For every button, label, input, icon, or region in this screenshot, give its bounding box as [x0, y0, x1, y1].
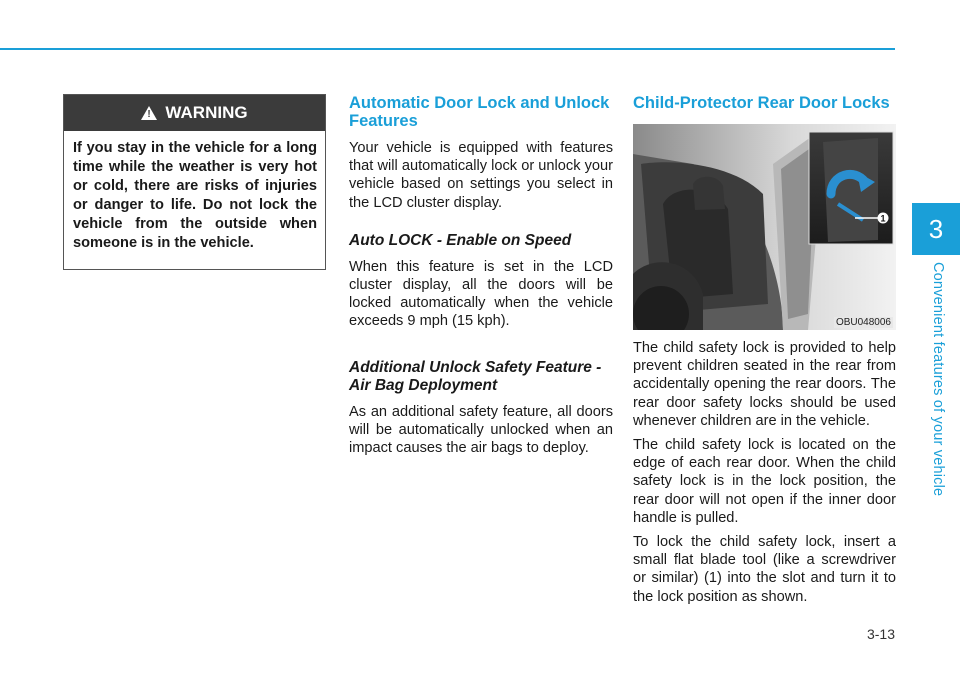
child-lock-para-1: The child safety lock is provided to help prevent children seated in the rear from accidentally opening the rear doors. The rear door safety locks should be used whenever children are in the vehicle. [633, 340, 896, 429]
warning-heading: WARNING [165, 103, 248, 122]
child-lock-title: Child-Protector Rear Door Locks [633, 94, 890, 112]
auto-lock-intro: Your vehicle is equipped with features that will automatically lock or unlock your vehicle based on settings you select in the LCD cluster display. [349, 140, 613, 211]
header-rule [0, 48, 895, 50]
child-lock-para-3: To lock the child safety lock, insert a small flat blade tool (like a screwdriver or similar) (1) into the slot and turn it to the lock position as shown. [633, 534, 896, 605]
image-code: OBU048006 [835, 317, 891, 328]
auto-lock-section [349, 94, 613, 457]
page-number: 3-13 [866, 626, 895, 642]
warning-triangle-icon: ! [141, 106, 157, 120]
chapter-title: Convenient features of your vehicle [930, 262, 946, 497]
airbag-unlock-text: As an additional safety feature, all doors will be automatically unlocked when an impact causes the air bags to deploy. [349, 403, 613, 457]
child-lock-section [633, 94, 896, 606]
chapter-number: 3 [928, 213, 944, 244]
speed-lock-text: When this feature is set in the LCD cluster display, all the doors will be locked automatically when the vehicle exceeds 9 mph (15 kph). [349, 258, 613, 330]
speed-lock-title: Auto LOCK - Enable on Speed [349, 231, 572, 249]
airbag-unlock-title: Additional Unlock Safety Feature - Air Bag Deployment [349, 358, 602, 394]
warning-header [64, 95, 325, 131]
child-lock-para-2: The child safety lock is located on the edge of each rear door. When the child safety lock is in the lock position, the rear door will not open if the inner door handle is pulled. [633, 437, 896, 526]
warning-text: If you stay in the vehicle for a long time while the weather is very hot or cold, there are risks of injuries or danger to life. Do not lock the vehicle from the outside when someone is in the vehicle. [73, 140, 317, 251]
warning-box [63, 94, 326, 270]
chapter-tab [912, 203, 960, 255]
auto-lock-title: Automatic Door Lock and Unlock Features [349, 94, 610, 130]
callout-number: 1 [880, 213, 886, 224]
child-lock-photo [633, 124, 896, 330]
